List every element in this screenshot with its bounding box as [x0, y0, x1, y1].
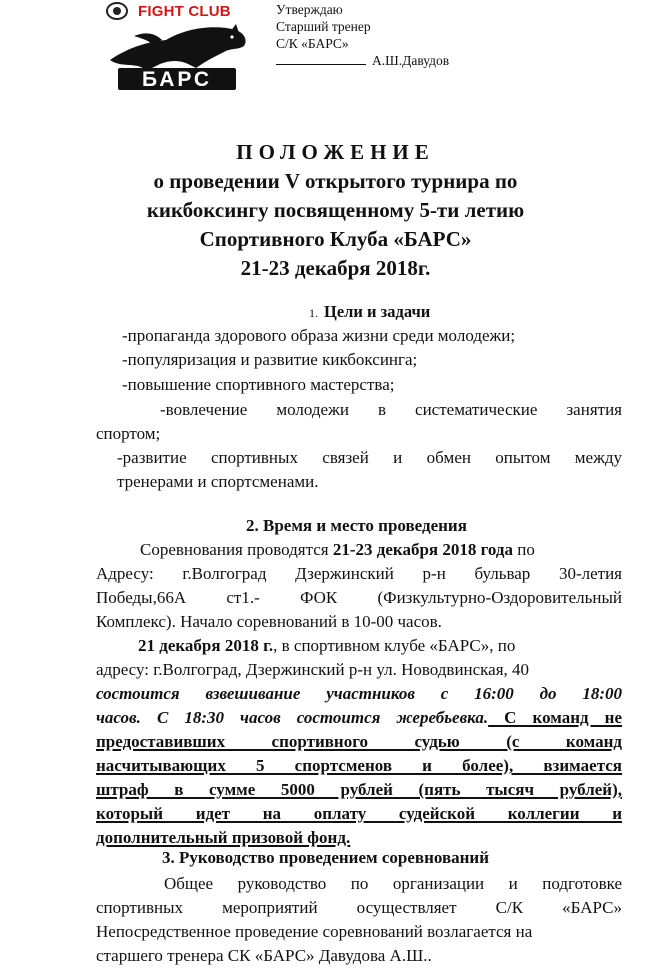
section-2-p2-line-4	[96, 706, 622, 730]
approval-block	[276, 1, 449, 69]
section-2-heading: 2. Время и место проведения	[246, 516, 467, 535]
goal-item-5: -развитие спортивных связей и обмен опытом между	[117, 448, 622, 467]
section-2-p1-line-1	[140, 538, 535, 562]
section-2-p2-line-3: состоится взвешивание участников с 16:00 до 18:00	[96, 684, 622, 703]
section-2-p2-line-5: предоставивших спортивного судью (с команд	[96, 732, 622, 751]
title-line-2: о проведении V открытого турнира по	[153, 169, 518, 193]
document-title	[0, 138, 671, 283]
section-2-p2-line-8: который идет на оплату судейской коллегии и	[96, 804, 622, 823]
title-line-4: Спортивного Клуба «БАРС»	[199, 227, 472, 251]
approval-signature: А.Ш.Давудов	[372, 53, 450, 68]
section-3-line-4: старшего тренера СК «БАРС» Давудова А.Ш..	[96, 946, 432, 965]
title-line-1: ПОЛОЖЕНИЕ	[236, 140, 435, 164]
signature-line	[276, 52, 366, 65]
section-1-number: 1.	[309, 306, 318, 320]
goal-item-5-cont: тренерами и спортсменами.	[117, 472, 319, 491]
logo-brand-text: FIGHT CLUB	[138, 2, 231, 20]
approval-signature-row	[276, 52, 449, 69]
goal-item-4-cont: спортом;	[96, 424, 161, 443]
section-1-heading	[309, 302, 430, 322]
p1-text-c: по	[513, 540, 535, 559]
section-3-line-1: Общее руководство по организации и подготовке	[164, 874, 622, 893]
approval-line-1: Утверждаю	[276, 2, 343, 17]
approval-line-2: Старший тренер	[276, 19, 371, 34]
section-2-p2-line-2: адресу: г.Волгоград, Дзержинский р-н ул. Новодвинская, 40	[96, 660, 530, 679]
logo-name-text	[118, 68, 236, 91]
title-line-3: кикбоксингу посвященному 5-ти летию	[146, 198, 525, 222]
p1-date: 21-23 декабря 2018 года	[332, 540, 514, 559]
p2-date: 21 декабря 2018 г.	[138, 636, 274, 655]
p1-text-a: Соревнования проводятся	[140, 540, 333, 559]
section-2-p2-line-7: штраф в сумме 5000 рублей (пять тысяч рублей),	[96, 780, 622, 799]
title-line-5: 21-23 декабря 2018г.	[240, 256, 431, 280]
goal-item-4: -вовлечение молодежи в систематические занятия	[160, 400, 622, 419]
goal-item-3: -повышение спортивного мастерства;	[122, 375, 395, 394]
approval-line-3: С/К «БАРС»	[276, 36, 349, 51]
weighing-draw-text: часов. С 18:30 часов состоится жеребьевка.	[96, 708, 489, 727]
section-1-title: Цели и задачи	[324, 302, 431, 321]
p2-text-b: , в спортивном клубе «БАРС», по	[273, 636, 516, 655]
svg-text:БАРС: БАРС	[141, 68, 213, 91]
club-logo	[104, 0, 254, 92]
section-3-line-3: Непосредственное проведение соревнований возлагается на	[96, 922, 533, 941]
section-2-p1-line-3: Победы,66А ст1.- ФОК (Физкультурно-Оздоровительный	[96, 588, 622, 607]
emblem-icon	[106, 2, 128, 20]
section-3-line-2: спортивных мероприятий осуществляет С/К «БАРС»	[96, 898, 622, 917]
fine-text-start: С команд не	[488, 708, 622, 727]
section-3-heading: 3. Руководство проведением соревнований	[162, 848, 490, 867]
section-2-p2-line-6: насчитывающих 5 спортсменов и более), взимается	[96, 756, 622, 775]
panther-logo-icon	[104, 20, 249, 92]
section-2-p2-line-9: дополнительный призовой фонд.	[96, 828, 351, 847]
goal-item-1: -пропаганда здорового образа жизни среди молодежи;	[122, 326, 516, 345]
goal-item-2: -популяризация и развитие кикбоксинга;	[122, 350, 418, 369]
section-2-p2-line-1	[138, 634, 515, 658]
section-2-p1-line-4: Комплекс). Начало соревнований в 10-00 часов.	[96, 612, 442, 631]
section-2-p1-line-2: Адресу: г.Волгоград Дзержинский р-н бульвар 30-летия	[96, 564, 622, 583]
